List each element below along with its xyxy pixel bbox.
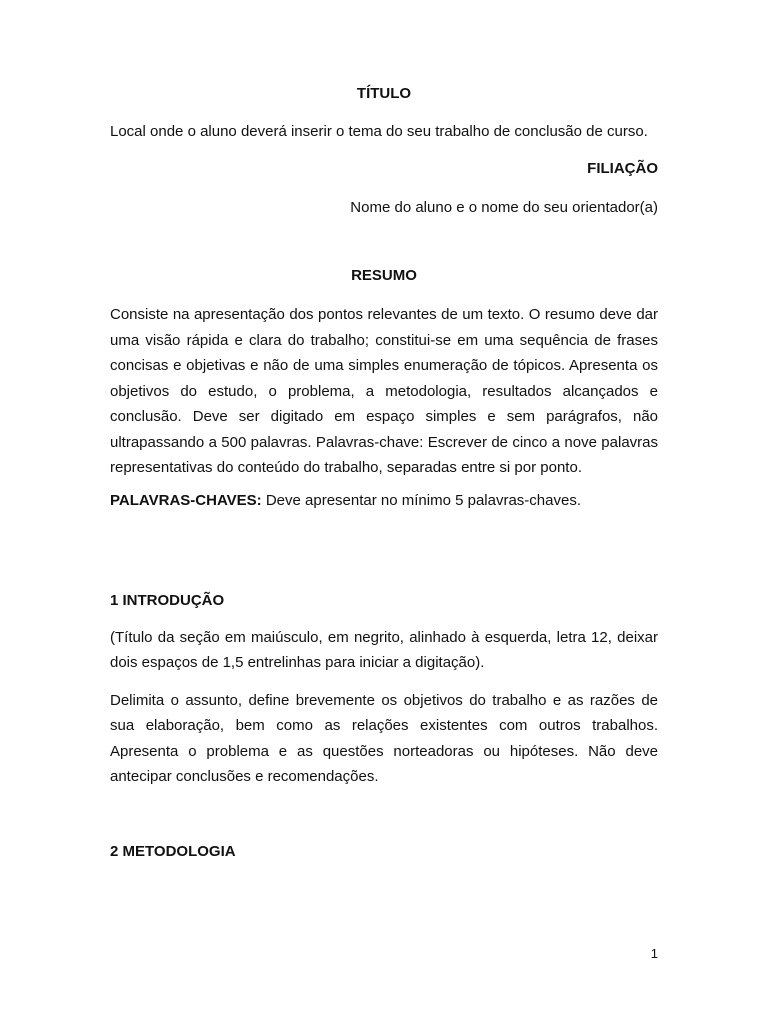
page-content	[110, 84, 658, 862]
keywords-line	[110, 490, 658, 512]
section-1-heading: 1 INTRODUÇÃO	[110, 591, 225, 609]
title-heading: TÍTULO	[356, 85, 412, 102]
abstract-heading: RESUMO	[351, 267, 417, 284]
page-number: 1	[650, 946, 658, 961]
section-2-heading: 2 METODOLOGIA	[110, 842, 236, 860]
keywords-label: PALAVRAS-CHAVES:	[110, 491, 262, 509]
filiation-heading: FILIAÇÃO	[587, 160, 658, 177]
title-description: Local onde o aluno deverá inserir o tema do seu trabalho de conclusão de curso.	[110, 123, 648, 140]
abstract-body: Consiste na apresentação dos pontos relevantes de um texto. O resumo deve dar uma visão rápida e clara do trabalho; constitui-se em uma sequência de frases concisas e objetivas e não de uma simples enumeração de tópicos. Apresenta os objetivos do estudo, o problema, a metodologia, resultados alcançados e conclusão. Deve ser digitado em espaço simples e sem parágrafos, não ultrapassando a 500 palavras. Palavras-chave: Escrever de cinco a nove palavras representativas do conteúdo do trabalho, separadas entre si por ponto.	[110, 306, 658, 476]
filiation-description: Nome do aluno e o nome do seu orientador(a)	[350, 199, 658, 216]
keywords-text: Deve apresentar no mínimo 5 palavras-chaves.	[261, 491, 581, 509]
section-1-body: Delimita o assunto, define brevemente os objetivos do trabalho e as razões de sua elaboração, bem como as relações existentes com outros trabalhos. Apresenta o problema e as questões norteadoras ou hipóteses. Não deve antecipar conclusões e recomendações.	[110, 691, 658, 785]
section-1-note: (Título da seção em maiúsculo, em negrito, alinhado à esquerda, letra 12, deixar dois espaços de 1,5 entrelinhas para iniciar a digitação).	[110, 628, 658, 671]
